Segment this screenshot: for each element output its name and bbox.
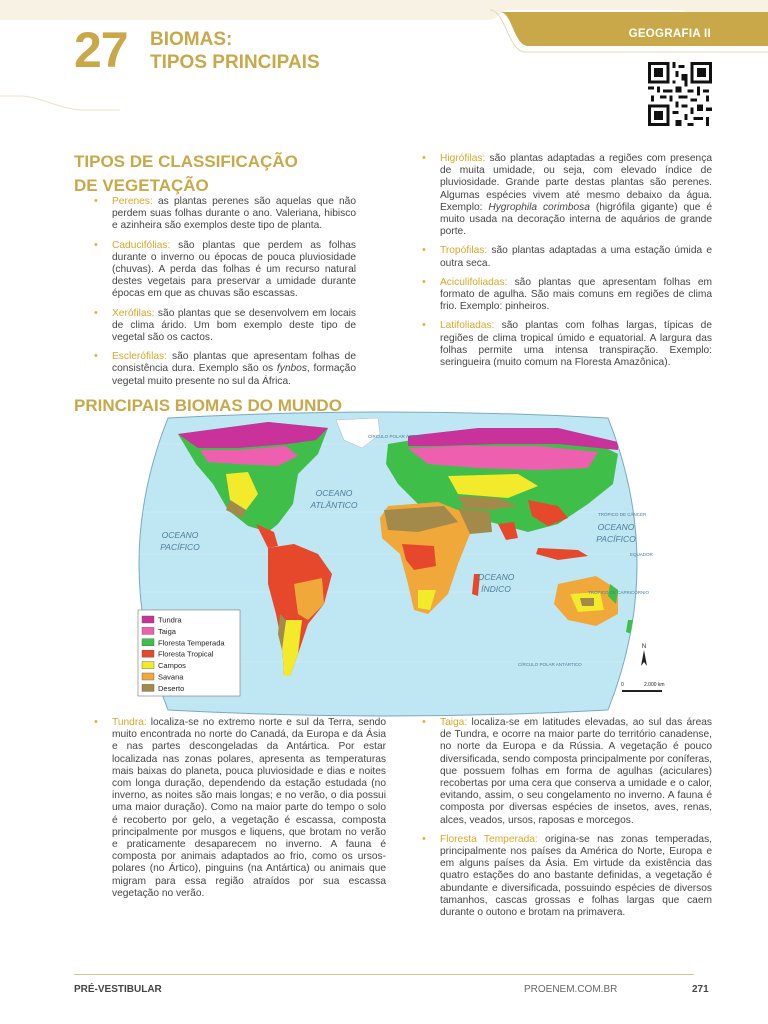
label-atlantic-1: OCEANO — [315, 488, 353, 498]
legend-label: Taiga — [158, 626, 176, 636]
label-atlantic-2: ATLÂNTICO — [310, 500, 358, 510]
qr-code-icon[interactable] — [648, 62, 712, 126]
label-antarctic-circle: CÍRCULO POLAR ANTÁRTICO — [518, 662, 582, 667]
label-pacific-e-1: OCEANO — [597, 522, 635, 532]
legend-label: Tundra — [158, 615, 182, 625]
label-arctic-circle: CÍRCULO POLAR ÁRTICO — [368, 434, 423, 439]
label-pacific-e-2: PACÍFICO — [596, 534, 636, 544]
legend-swatch — [142, 650, 154, 657]
list-item: • Taiga: localiza-se em latitudes elevadas, ao sul das áreas de Tundra, e ocorre na maior parte do território canadense, no norte da Europa e da Rússia. A vegetação é pouco diversificada, sendo composta principalmente por coníferas, que possuem folhas em forma de agulhas (aciculares) recobertas por uma cera que conserva a umidade e o calor, evitando, assim, o seu congelamento no inverno. A fauna é composta por diversas espécies de insetos, aves, renas, alces, veados, ursos, raposas e morcegos. — [422, 716, 712, 826]
biomes-left-column — [92, 717, 386, 907]
chapter-number: 27 — [74, 22, 128, 78]
legend-label: Deserto — [158, 683, 185, 693]
legend-label: Campos — [158, 661, 186, 671]
list-item: • Esclerófilas: são plantas que apresentam folhas de consistência dura. Exemplo são os fynbos, formação vegetal muito presente no sul da África. — [94, 350, 356, 387]
legend-label: Floresta Tropical — [158, 649, 214, 659]
footer-divider — [74, 974, 694, 975]
world-biomes-map — [118, 414, 665, 714]
label-indian-2: ÍNDICO — [481, 584, 511, 594]
biomes-right-column — [420, 717, 712, 926]
list-item: • Xerófilas: são plantas que se desenvolvem em locais de clima árido. Um bom exemplo deste tipo de vegetal são os cactos. — [94, 306, 356, 344]
map-legend — [138, 610, 240, 696]
footer-course: PRÉ-VESTIBULAR — [74, 984, 162, 995]
legend-swatch — [142, 662, 154, 669]
section-title-line2: DE VEGETAÇÃO — [74, 176, 209, 195]
svg-text:N: N — [641, 644, 647, 650]
legend-swatch — [142, 639, 154, 646]
map-scale — [621, 682, 665, 692]
label-tropic-capricorn: TRÓPICO DE CAPRICÓRNIO — [588, 590, 650, 595]
section-title-line1: TIPOS DE CLASSIFICAÇÃO — [74, 152, 298, 171]
legend-label: Floresta Temperada — [158, 638, 225, 648]
footer-site-link[interactable]: PROENEM.COM.BR — [524, 984, 618, 995]
classification-right-column — [420, 153, 712, 376]
label-equator: EQUADOR — [630, 552, 653, 557]
label-pacific-w-1: OCEANO — [161, 530, 199, 540]
legend-label: Savana — [158, 672, 184, 682]
svg-text:0: 0 — [621, 682, 624, 688]
legend-swatch — [142, 616, 154, 623]
list-item: • Higrófilas: são plantas adaptadas a regiões com presença de muita umidade, ou seja, com elevado índice de pluviosidade. Grande parte destas plantas são perenes. Algumas espécies vivem até mesmo debaixo da água. Exemplo: Hygrophila corimbosa (higrófila gigante) que é muito usada na decoração interna de aquários de grande porte. — [422, 152, 713, 238]
list-item: • Tropófilas: são plantas adaptadas a uma estação úmida e outra seca. — [422, 244, 712, 269]
label-pacific-w-2: PACÍFICO — [160, 542, 200, 552]
label-tropic-cancer: TRÓPICO DE CÂNCER — [598, 512, 647, 517]
legend-swatch — [142, 627, 154, 634]
list-item: • Latifoliadas: são plantas com folhas largas, típicas de regiões de clima tropical úmido e equatorial. A largura das folhas permite uma intensa transpiração. Exemplo: seringueira (muito comum na Floresta Amazônica). — [422, 319, 712, 369]
list-item: • Floresta Temperada: origina-se nas zonas temperadas, principalmente nos países da América do Norte, Europa e em alguns países da Ásia. Em virtude da existência das quatro estações do ano bastante definidas, a vegetação é abundante e diversificada, possuindo espécies de diversos tamanhos, cascas grossas e folhas largas que caem durante o outono e brotam na primavera. — [422, 832, 712, 919]
classification-left-column — [92, 196, 356, 395]
section-title-classification — [74, 150, 298, 198]
page-header — [0, 0, 768, 130]
north-arrow-icon — [641, 644, 647, 666]
list-item: • Aciculifoliadas: são plantas que apresentam folhas em formato de agulha. São mais comuns em regiões de clima frio. Exemplo: pinheiros. — [422, 275, 712, 313]
section-title-biomes: PRINCIPAIS BIOMAS DO MUNDO — [74, 396, 342, 415]
chapter-title-line1: BIOMAS: — [150, 29, 233, 50]
list-item: • Perenes: as plantas perenes são aquelas que não perdem suas folhas durante o ano. Valeriana, hibisco e azinheira são exemplos deste tipo de planta. — [94, 195, 356, 232]
svg-text:2.000 km: 2.000 km — [644, 682, 665, 688]
legend-swatch — [142, 684, 154, 691]
list-item: • Tundra: localiza-se no extremo norte e sul da Terra, sendo muito encontrada no norte do Canadá, da Europa e da Ásia e nas partes descongeladas da Antártica. Por estar localizada nas zonas polares, apresenta as temperaturas mais baixas do planeta, pouca pluviosidade e dias e noites com longa duração, dependendo da estação estudada (no inverno, as noites são mais longas; e no verão, o dia possui uma maior duração). Como na maior parte do tempo o solo é recoberto por gelo, a vegetação é escassa, composta principalmente por musgos e liquens, que brotam no verão e praticamente desaparecem no inverno. A fauna é composta por animais adaptados ao frio, como os ursos-polares (no Ártico), pinguins (na Antártica) ou animais que migram para essa região atraídos por sua escassa vegetação no verão. — [94, 716, 386, 899]
list-item: • Caducifólias: são plantas que perdem as folhas durante o inverno ou épocas de pouca pluviosidade (chuvas). A perda das folhas é um recurso natural destes vegetais para preservar a umidade durante épocas em que as chuvas são escassas. — [94, 238, 356, 300]
chapter-title-line2: TIPOS PRINCIPAIS — [150, 52, 320, 73]
label-indian-1: OCEANO — [477, 572, 515, 582]
subject-label: GEOGRAFIA II — [628, 28, 711, 40]
page-number: 271 — [692, 984, 709, 995]
chapter-title — [150, 28, 320, 74]
legend-swatch — [142, 673, 154, 680]
